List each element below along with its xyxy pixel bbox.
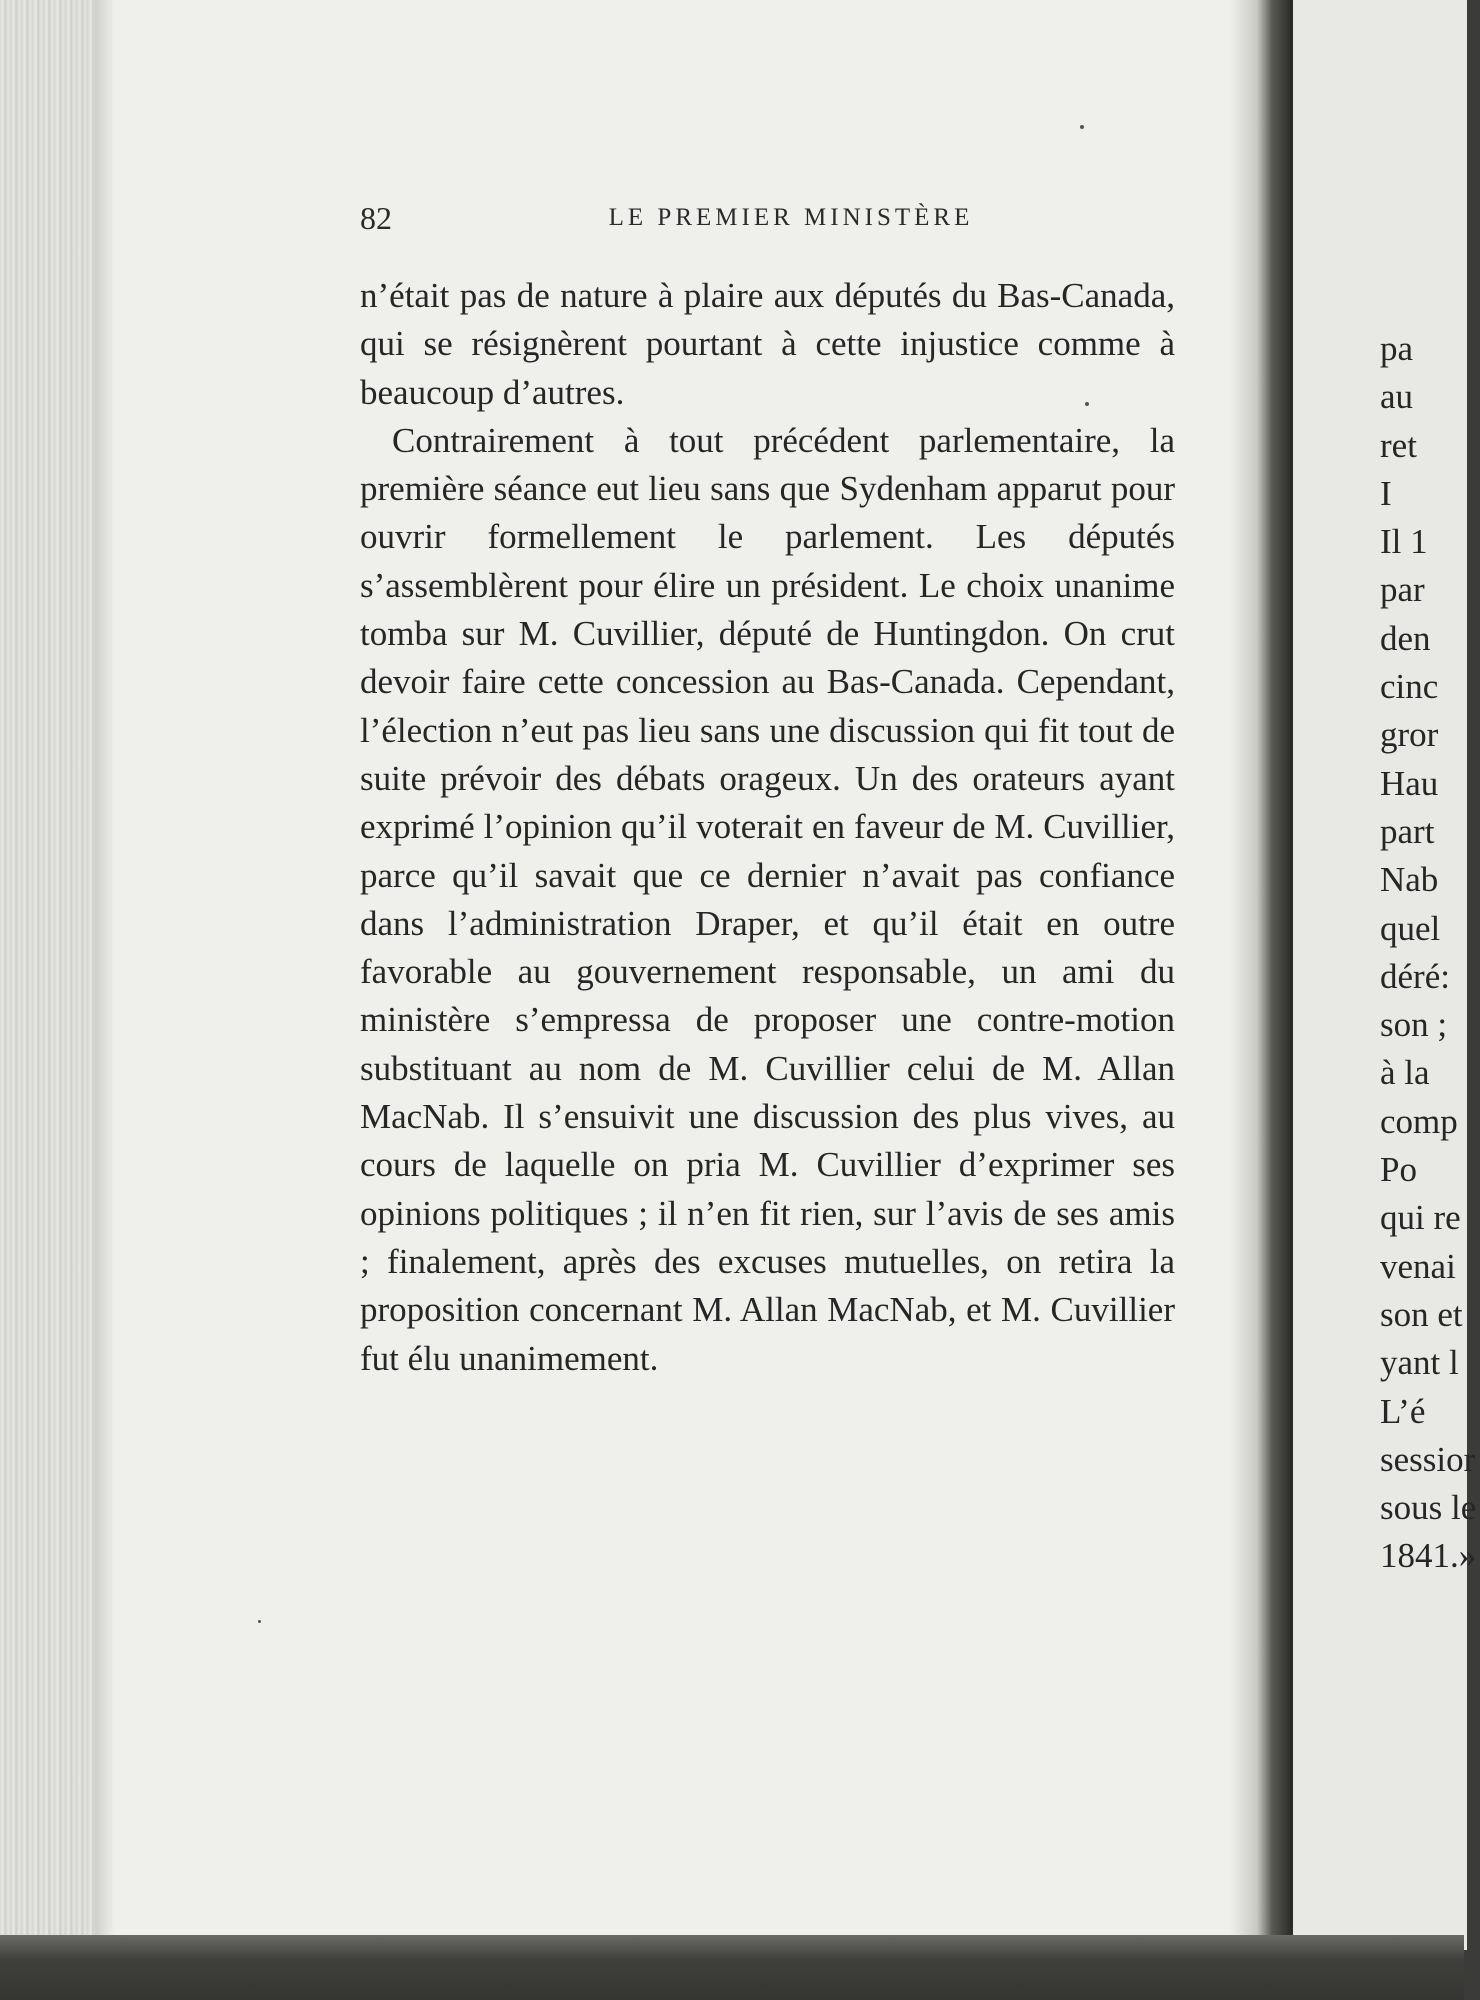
text-fragment: Nab [1380, 860, 1439, 900]
text-fragment: déré: [1380, 956, 1450, 996]
text-fragment: ret [1380, 425, 1417, 465]
text-fragment: den [1380, 618, 1431, 658]
speck [258, 1620, 261, 1623]
text-fragment: à la [1380, 1053, 1430, 1093]
text-fragment: son ; [1380, 1005, 1448, 1045]
paragraph: n’était pas de nature à plaire aux députés du Bas-Canada, qui se résignèrent pourtant à cette injustice comme à beaucoup d’autres. [360, 276, 1175, 412]
text-fragment: part [1380, 811, 1435, 851]
text-fragment: son et [1380, 1294, 1463, 1334]
text-fragment: sous le [1380, 1488, 1477, 1528]
text-fragment: sessior [1380, 1439, 1476, 1479]
running-title: LE PREMIER MINISTÈRE [608, 204, 974, 231]
text-fragment: I [1380, 473, 1392, 513]
speck [1080, 125, 1084, 129]
gutter-shadow [1230, 0, 1290, 1935]
text-fragment: au [1380, 377, 1414, 417]
text-fragment: comp [1380, 1101, 1458, 1141]
page-number: 82 [360, 200, 392, 236]
speck [1085, 402, 1089, 406]
text-fragment: Po [1380, 1150, 1417, 1190]
text-fragment: gror [1380, 715, 1439, 755]
text-fragment: Hau [1380, 763, 1439, 803]
text-fragment: quel [1380, 908, 1441, 948]
text-fragment: L’é [1380, 1391, 1426, 1431]
page-edge-stack [0, 0, 95, 1935]
text-fragment: par [1380, 570, 1425, 610]
text-fragment: venai [1380, 1246, 1456, 1286]
running-head [360, 200, 1182, 240]
scanner-bed-edge [0, 1935, 1464, 2000]
text-fragment: yant l [1380, 1343, 1459, 1383]
text-fragment: cinc [1380, 667, 1439, 707]
text-fragment: 1841.» [1380, 1536, 1477, 1576]
right-page-text-fragments [1380, 325, 1480, 1581]
text-fragment: Il 1 [1380, 522, 1428, 562]
text-fragment: pa [1380, 329, 1414, 368]
body-text [360, 272, 1175, 1383]
text-fragment: qui re [1380, 1198, 1461, 1238]
paragraph: Contrairement à tout précédent parlementaire, la première séance eut lieu sans que Sydenham apparut pour ouvrir formellement le parlement. Les députés s’assemblèrent pour élire un président. Le choix unanime tomba sur M. Cuvillier, député de Huntingdon. On crut devoir faire cette concession au Bas-Canada. Cependant, l’élection n’eut pas lieu sans une discussion qui fit tout de suite prévoir des débats orageux. Un des orateurs ayant exprimé l’opinion qu’il voterait en faveur de M. Cuvillier, parce qu’il savait que ce dernier n’avait pas confiance dans l’administration Draper, et qu’il était en outre favorable au gouvernement responsable, un ami du ministère s’empressa de proposer une contre-motion substituant au nom de M. Cuvillier celui de M. Allan MacNab. Il s’ensuivit une discussion des plus vives, au cours de laquelle on pria M. Cuvillier d’exprimer ses opinions politiques ; il n’en fit rien, sur l’avis de ses amis ; finalement, après des excuses mutuelles, on retira la proposition concernant M. Allan MacNab, et M. Cuvillier fut élu unanimement. [360, 420, 1175, 1378]
